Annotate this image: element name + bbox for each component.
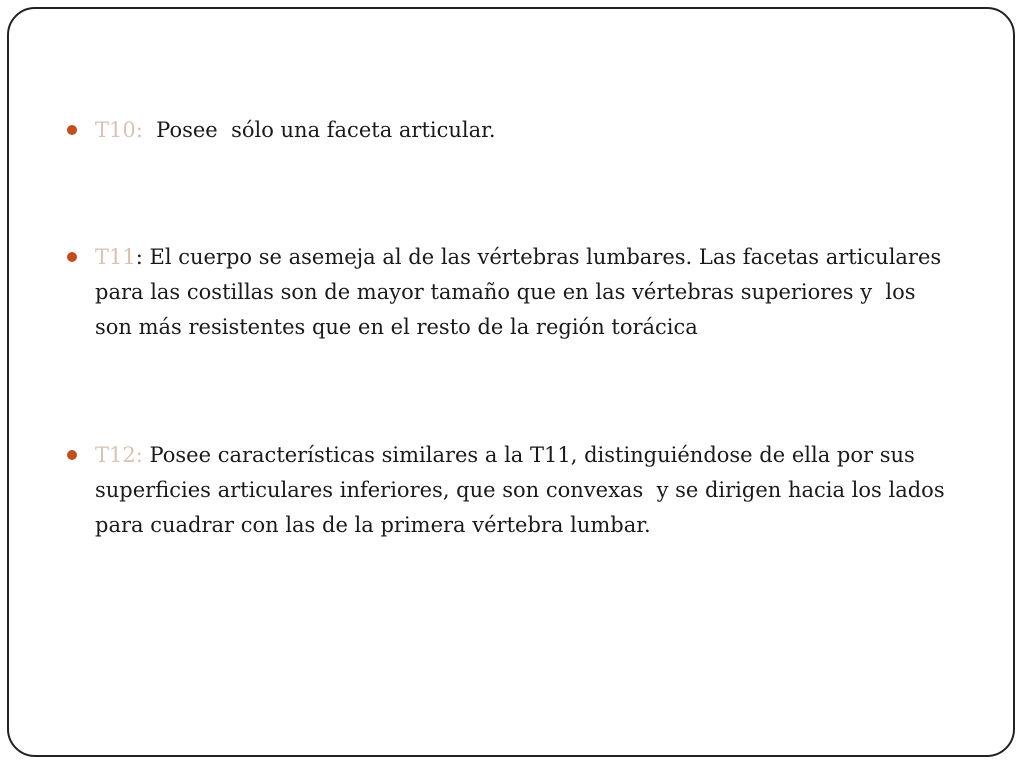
bullet-dot-icon (67, 450, 77, 460)
bullet-text (95, 113, 957, 148)
bullet-body: Posee sólo una faceta articular. (142, 118, 496, 142)
vertebra-label: T10: (95, 118, 143, 142)
bullet-text (95, 240, 957, 345)
bullet-item-t11 (67, 240, 957, 345)
bullet-item-t10 (67, 113, 957, 148)
bullet-list (9, 9, 1013, 755)
bullet-body: : El cuerpo se asemeja al de las vértebras lumbares. Las facetas articulares para las costillas son de mayor tamaño que en las vértebras superiores y los son más resistentes que en el resto de la región torácica (95, 245, 948, 339)
bullet-body: Posee características similares a la T11, distinguiéndose de ella por sus superficies articulares inferiores, que son convexas y se dirigen hacia los lados para cuadrar con las de la primera vértebra lumbar. (95, 443, 952, 537)
vertebra-label: T11 (95, 245, 136, 269)
bullet-text (95, 438, 957, 543)
bullet-dot-icon (67, 125, 77, 135)
bullet-item-t12 (67, 438, 957, 543)
bullet-dot-icon (67, 252, 77, 262)
slide-frame (7, 7, 1015, 757)
vertebra-label: T12: (95, 443, 143, 467)
